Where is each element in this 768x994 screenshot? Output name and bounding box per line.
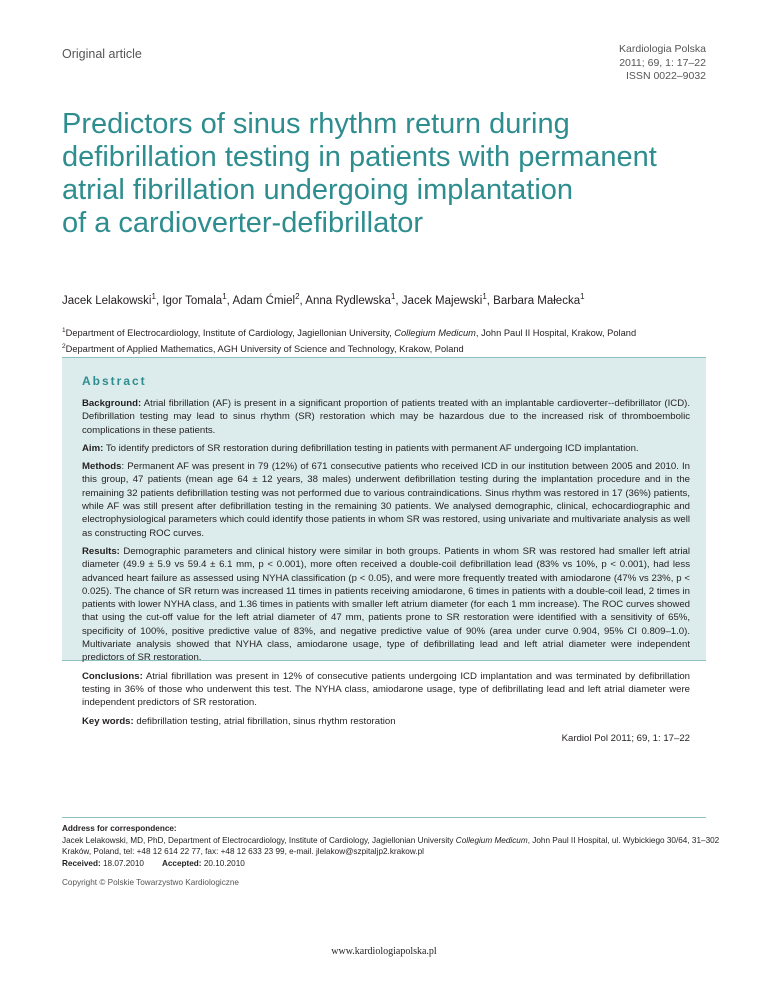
title-line: atrial fibrillation undergoing implantation [62, 174, 574, 206]
author-list: Jacek Lelakowski$^1$, Igor Tomala$^1$, Adam Ćmiel$^2$, Anna Rydlewska$^1$, Jacek Majewski$^1$, Barbara Małecka$^1$ [62, 292, 585, 307]
title-line: of a cardioverter-defibrillator [62, 207, 424, 239]
abstract-methods [82, 460, 690, 540]
journal-issn: ISSN 0022–9032 [626, 70, 706, 82]
author-affiliation-mark: 1 [390, 292, 396, 301]
received-label: Received: [62, 858, 101, 868]
affiliation [62, 340, 742, 356]
section-label: Methods [82, 461, 122, 473]
section-label: Key words: [82, 715, 134, 727]
correspondence-italic: Collegium Medicum [455, 835, 528, 845]
article-title [62, 108, 722, 240]
journal-name: Kardiologia Polska [619, 43, 706, 55]
section-text: Atrial fibrillation was present in 12% of consecutive patients undergoing ICD implantation and was terminated by defibrillation testing in 36% of those who underwent this test. The NYHA class, amiodarone usage, type of defibrillating lead and left atrial diameter were independent predictors of SR restoration. [82, 670, 691, 709]
correspondence-address [62, 835, 722, 858]
correspondence-dates [62, 858, 722, 870]
author-affiliation-mark: 1 [222, 292, 227, 301]
section-text: Atrial fibrillation (AF) is present in a significant proportion of patients treated with an implantable cardioverter--defibrillator (ICD). Defibrillation testing may lead to sinus rhythm (SR) restoration which may be hazardous due to the increased risk of thromboembolic complications in these patients. [82, 398, 690, 436]
section-label: Results: [82, 545, 120, 557]
received-date: 18.07.2010 [102, 858, 144, 868]
author-name: Anna Rydlewska [305, 294, 391, 307]
article-type-label: Original article [62, 47, 142, 61]
author-affiliation-mark: 1 [580, 292, 585, 301]
title-line: defibrillation testing in patients with permanent [62, 141, 657, 173]
affiliation-text: Department of Applied Mathematics, AGH University of Science and Technology, Krakow, Poland [65, 344, 464, 355]
affiliation [62, 324, 742, 340]
affiliation-italic: Collegium Medicum [394, 328, 476, 339]
affiliation-list [62, 324, 742, 356]
author-name: Barbara Małecka [493, 294, 581, 307]
section-label: Aim: [82, 442, 104, 454]
affiliation-mark: 2 [62, 343, 66, 351]
abstract-conclusions [82, 670, 690, 710]
abstract-heading: Abstract [82, 374, 147, 388]
abstract-content [82, 374, 690, 744]
author-affiliation-mark: 1 [482, 292, 487, 301]
correspondence-text: , John Paul II Hospital, ul. Wybickiego 30/64, 31–302 Kraków, Poland, tel: +48 12 614 22 77, fax: +48 12 633 23 99, e-mail. jlelakow@szpitaljp2.krakow.pl [62, 835, 720, 856]
copyright-notice: Copyright © Polskie Towarzystwo Kardiologiczne [62, 878, 239, 887]
divider [62, 817, 706, 818]
author-affiliation-mark: 2 [295, 292, 300, 301]
section-label: Conclusions: [82, 670, 143, 682]
section-text: To identify predictors of SR restoration during defibrillation testing in patients with permanent AF undergoing ICD implantation. [105, 442, 639, 454]
abstract-citation: Kardiol Pol 2011; 69, 1: 17–22 [561, 732, 690, 744]
section-text: Demographic parameters and clinical history were similar in both groups. Patients in whom SR was restored had smaller left atrial diameter (49.9 ± 5.9 vs 59.4 ± 6.1 mm, p < 0.001), more often received a double-coil defibrillation lead (83% vs 10%, p < 0.001), had less advanced heart failure as assessed using NYHA classification (p < 0.05), and were more frequently treated with amiodarone (47% vs 23%, p < 0.025). The chance of SR return was increased 11 times in patients receiving amiodarone, 6 times in patients with a double-coil lead, 2 times in patients with lower NYHA class, and 1.36 times in patients with smaller left atrium diameter (for each 1 mm increase). The ROC curves showed that using the cut-off value for the left atrial diameter of 47 mm, patients prone to SR restoration were identified with a sensitivity of 65%, specificity of 100%, positive predictive value of 83%, and negative predictive value of 90% (area under curve 0.904, 95% CI 0.809–1.0). Multivariate analysis showed that NYHA class, amiodarone usage, type of defibrillating lead and left atrial diameter were independent predictors of SR restoration. [82, 545, 690, 664]
abstract-results [82, 545, 690, 665]
affiliation-text: Department of Electrocardiology, Institute of Cardiology, Jagiellonian University, [65, 328, 395, 339]
author-affiliation-mark: 1 [151, 292, 156, 301]
abstract-keywords [82, 715, 690, 728]
footer-url[interactable]: www.kardiologiapolska.pl [331, 946, 437, 957]
abstract-aim [82, 442, 690, 455]
author-name: Jacek Majewski [401, 294, 483, 307]
journal-issue: 2011; 69, 1: 17–22 [619, 56, 706, 69]
abstract-box [62, 357, 706, 744]
journal-info [619, 43, 706, 84]
author-name: Igor Tomala [162, 294, 223, 307]
affiliation-mark: 1 [62, 327, 66, 334]
author-name: Jacek Lelakowski [62, 294, 152, 307]
title-line: Predictors of sinus rhythm return during [62, 108, 570, 140]
section-text: defibrillation testing, atrial fibrillation, sinus rhythm restoration [136, 715, 396, 727]
section-text: : Permanent AF was present in 79 (12%) of 671 consecutive patients who received ICD in our institution between 2005 and 2010. In this group, 47 patients (mean age 64 ± 12 years, 38 males) underwent defibrillation testing during the implantation procedure and in the remaining 32 patients defibrillation testing was not performed due to various contraindications. Sinus rhythm was restored in 17 (36%) patients, while AF was still present after defibrillation testing in the remaining 30 patients. We analysed demographic, clinical, echocardiographic and electrophysiological parameters which could identify those patients in whom SR was restored, using univariate and multivariate analysis as well as constructing ROC curves. [82, 461, 690, 539]
accepted-label: Accepted: [161, 858, 202, 868]
accepted-date: 20.10.2010 [203, 858, 245, 868]
author-name: Adam Ćmiel [232, 294, 296, 307]
correspondence-text: Jacek Lelakowski, MD, PhD, Department of Electrocardiology, Institute of Cardiology, Jagiellonian University [62, 835, 456, 845]
section-label: Background: [82, 398, 142, 409]
correspondence-label: Address for correspondence: [62, 824, 177, 833]
correspondence-block [62, 823, 722, 869]
abstract-background [82, 397, 690, 437]
affiliation-text: , John Paul II Hospital, Krakow, Poland [475, 328, 637, 339]
